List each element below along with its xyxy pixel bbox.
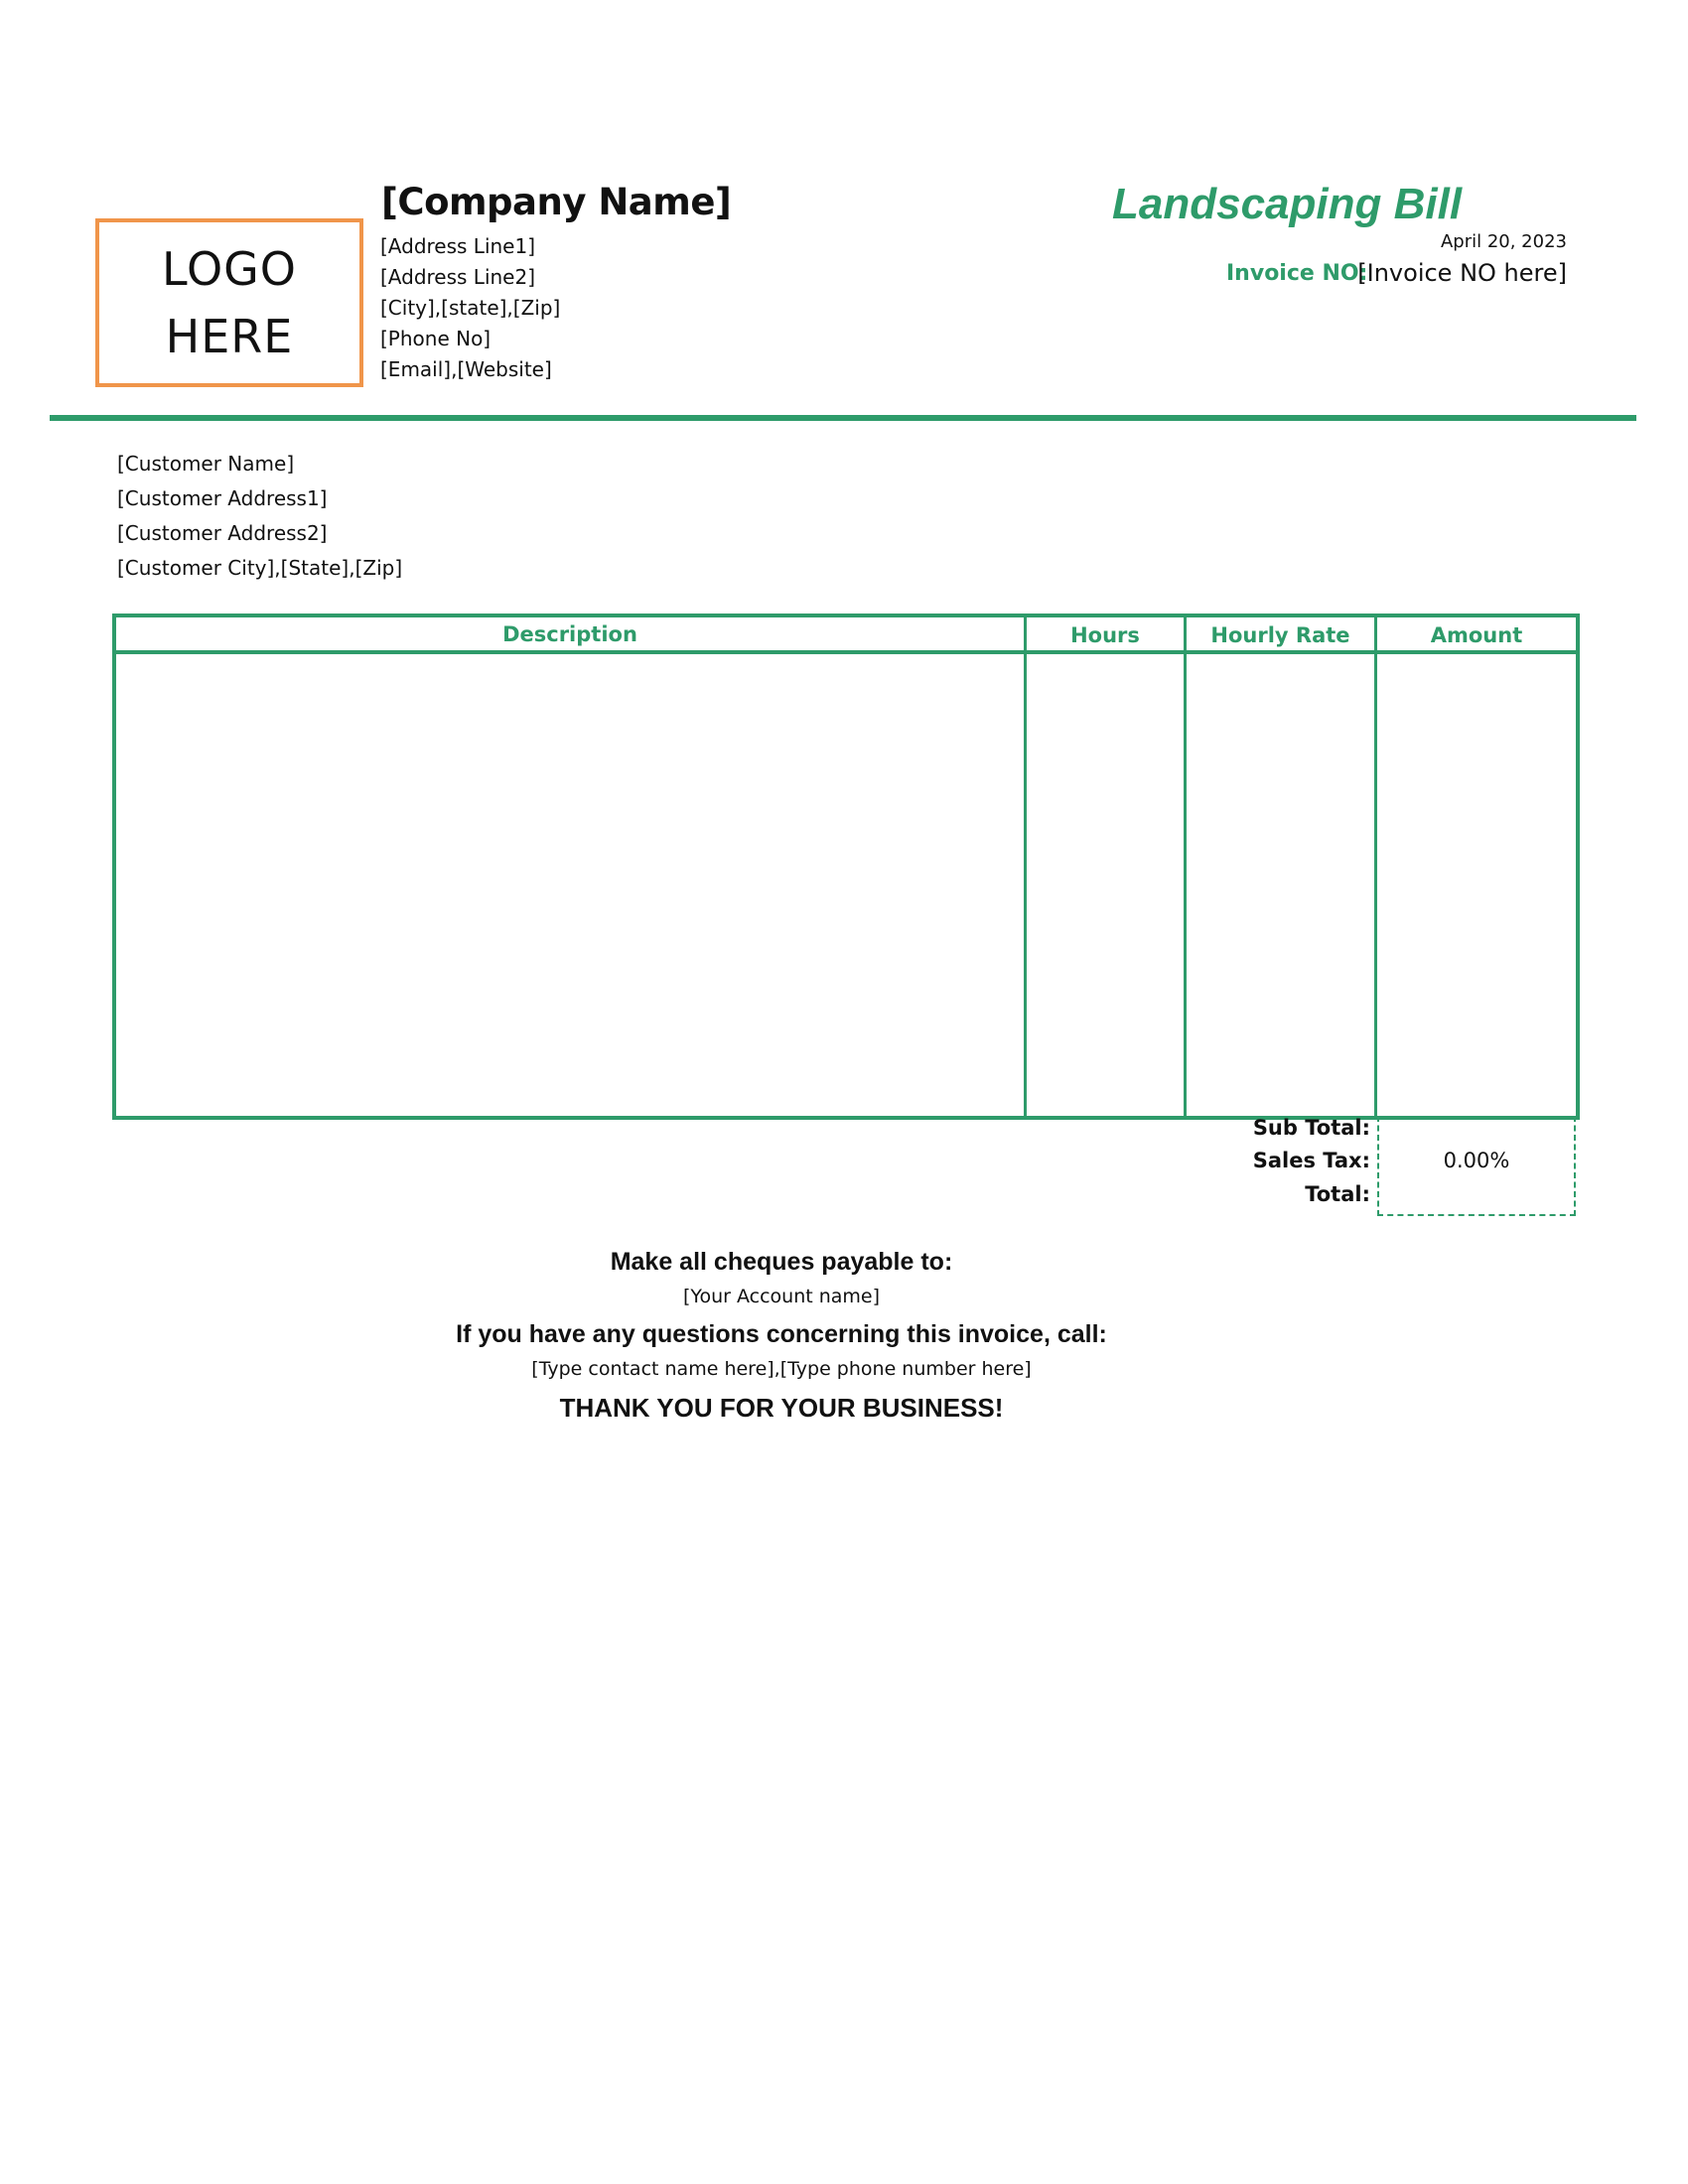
subtotal-label: Sub Total:: [1252, 1116, 1370, 1140]
customer-block: [117, 447, 402, 586]
logo-placeholder: [95, 218, 363, 387]
column-header-description: Description: [502, 621, 637, 646]
questions-heading: If you have any questions concerning this invoice, call:: [456, 1320, 1107, 1348]
company-email-website: [Email],[Website]: [380, 357, 552, 381]
customer-name: [Customer Name]: [117, 452, 295, 476]
column-divider-amount: [1374, 617, 1377, 1116]
thank-you-message: THANK YOU FOR YOUR BUSINESS!: [559, 1393, 1004, 1423]
sales-tax-value: 0.00%: [1443, 1149, 1510, 1172]
payable-heading: Make all cheques payable to:: [610, 1248, 953, 1276]
company-city-state-zip: [City],[state],[Zip]: [380, 296, 561, 320]
logo-text-line2: HERE: [165, 310, 294, 363]
customer-address1: [Customer Address1]: [117, 486, 328, 510]
company-address-block: [380, 231, 560, 385]
header-divider: [50, 415, 1636, 421]
contact-info: [Type contact name here],[Type phone number here]: [531, 1358, 1032, 1380]
document-title: Landscaping Bill: [1112, 180, 1463, 228]
company-address-line2: [Address Line2]: [380, 265, 536, 289]
invoice-number-label: Invoice NO:: [1226, 261, 1368, 286]
company-phone: [Phone No]: [380, 327, 492, 350]
invoice-number-value: [Invoice NO here]: [1357, 259, 1567, 287]
account-name: [Your Account name]: [682, 1286, 881, 1307]
customer-address2: [Customer Address2]: [117, 521, 328, 545]
company-address-line1: [Address Line1]: [380, 234, 536, 258]
column-divider-rate: [1184, 617, 1187, 1116]
line-items-table: [112, 614, 1580, 1120]
company-name: [Company Name]: [381, 181, 732, 223]
column-header-hourly-rate: Hourly Rate: [1210, 622, 1350, 647]
customer-city-state-zip: [Customer City],[State],[Zip]: [117, 556, 403, 580]
column-divider-hours: [1024, 617, 1027, 1116]
logo-text-line1: LOGO: [161, 242, 298, 296]
invoice-date: April 20, 2023: [1440, 231, 1567, 252]
sales-tax-label: Sales Tax:: [1252, 1149, 1370, 1172]
total-label: Total:: [1305, 1182, 1370, 1206]
column-header-amount: Amount: [1430, 622, 1523, 647]
column-header-hours: Hours: [1070, 622, 1140, 647]
